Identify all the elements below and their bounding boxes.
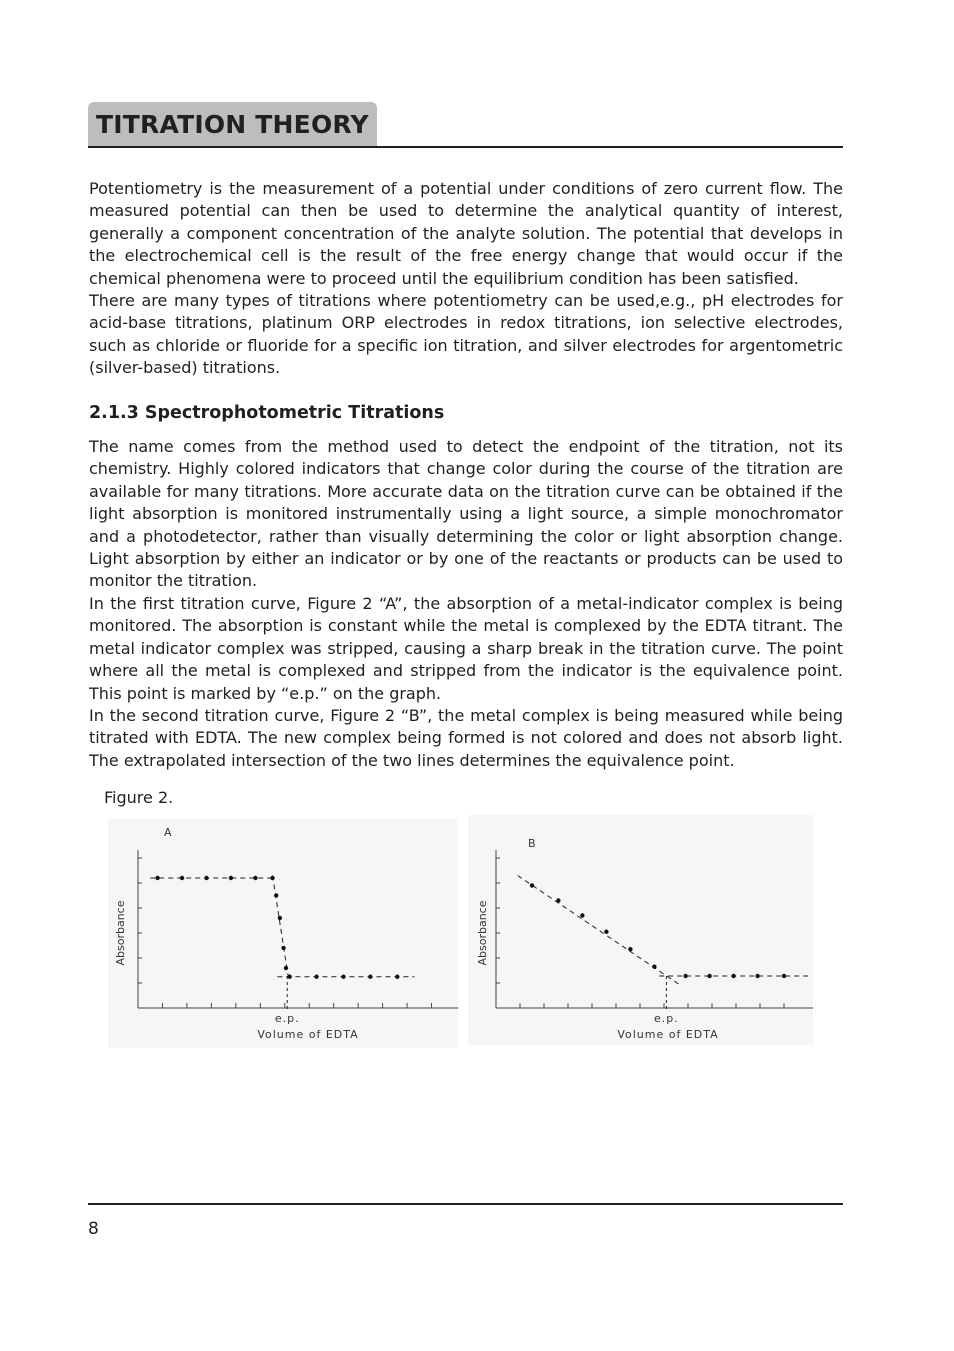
data-point (556, 898, 560, 902)
paragraph-curve-b: In the second titration curve, Figure 2 “B”, the metal complex is being measured while being titrated with EDTA. The new complex being formed is not colored and does not absorb light. The extrapolated intersection of the two lines determines the equivalence point. (89, 706, 843, 770)
data-point (683, 974, 687, 978)
data-point (180, 876, 184, 880)
data-point (278, 916, 282, 920)
data-point (604, 930, 608, 934)
paragraph-spectrophotometric: The name comes from the method used to detect the endpoint of the titration, not its chemistry. Highly colored indicators that change color during the course of the titration are available for many titrations. More accurate data on the titration curve can be obtained if the light absorption is monitored instrumentally using a light source, a simple monochromator and a photodetector, rather than visually determining the color or light absorption change. Light absorption by either an indicator or by one of the reactants or products can be used to monitor the titration. (89, 437, 843, 591)
header-rule (88, 146, 843, 148)
data-point (284, 966, 288, 970)
chart-b (468, 815, 813, 1045)
page-title: TITRATION THEORY (96, 110, 369, 139)
series-line (273, 876, 289, 979)
chart-a-panel (108, 818, 458, 1048)
data-point (314, 975, 318, 979)
data-point (530, 883, 534, 887)
series-line (518, 876, 681, 986)
figure-caption: Figure 2. (104, 788, 174, 807)
paragraph-potentiometry: Potentiometry is the measurement of a potential under conditions of zero current flow. The measured potential can then be used to determine the analytical quantity of interest, generally a component concentration of the analyte solution. The potential that develops in the electrochemical cell is the result of the free energy change that would occur if the chemical phenomena were to proceed until the equilibrium condition has been satisfied. (89, 179, 843, 288)
section-title-tab (88, 102, 377, 147)
data-point (253, 876, 257, 880)
data-point (368, 975, 372, 979)
x-axis-label: Volume of EDTA (617, 1028, 719, 1041)
x-axis-label: Volume of EDTA (257, 1028, 359, 1041)
data-point (274, 893, 278, 897)
data-point (731, 974, 735, 978)
ep-label: e.p. (274, 1012, 300, 1025)
y-axis-label: Absorbance (476, 900, 489, 966)
section-heading: 2.1.3 Spectrophotometric Titrations (89, 403, 445, 423)
y-axis-label: Absorbance (114, 900, 127, 966)
footer-rule (88, 1203, 843, 1205)
paragraph-titration-types: There are many types of titrations where potentiometry can be used,e.g., pH electrodes for acid-base titrations, platinum ORP electrodes in redox titrations, ion selective electrodes, such as chloride or fluoride for a specific ion titration, and silver electrodes for argentometric (silver-based) titrations. (89, 291, 843, 378)
paragraph-curve-a: In the first titration curve, Figure 2 “A”, the absorption of a metal-indicator complex is being monitored. The absorption is constant while the metal is complexed by the EDTA titrant. The metal indicator complex was stripped, causing a sharp break in the titration curve. The point where all the metal is complexed and stripped from the indicator is the equivalence point. This point is marked by “e.p.” on the graph. (89, 594, 843, 703)
panel-label: A (164, 826, 172, 839)
data-point (287, 975, 291, 979)
data-point (204, 876, 208, 880)
data-point (155, 876, 159, 880)
data-point (281, 946, 285, 950)
data-point (341, 975, 345, 979)
data-point (628, 947, 632, 951)
ep-label: e.p. (654, 1012, 679, 1025)
data-point (580, 913, 584, 917)
chart-a (108, 818, 458, 1048)
chart-b-panel (468, 815, 813, 1045)
data-point (229, 876, 233, 880)
data-point (707, 974, 711, 978)
data-point (782, 974, 786, 978)
page-number: 8 (88, 1219, 99, 1239)
data-point (270, 876, 274, 880)
data-point (652, 965, 656, 969)
data-point (755, 974, 759, 978)
panel-label: B (528, 837, 536, 850)
data-point (395, 975, 399, 979)
